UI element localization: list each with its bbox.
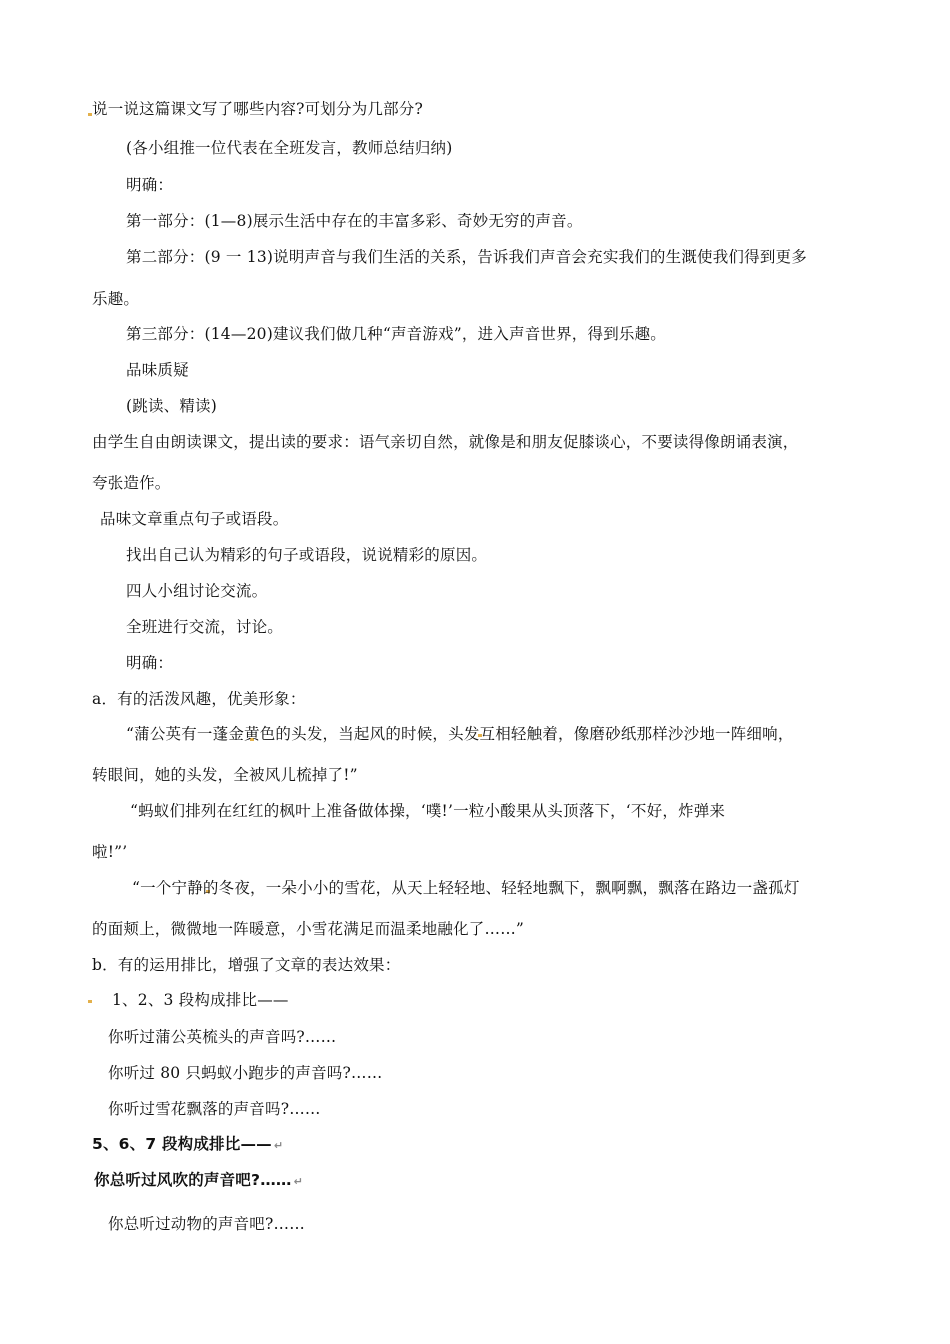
list-item: 你听过蒲公英梳头的声音吗?…… — [108, 1028, 337, 1046]
list-heading-bold — [92, 1134, 283, 1156]
quote-line: 的面颊上，微微地一阵暖意，小雪花满足而温柔地融化了……” — [92, 920, 525, 938]
list-item-bold — [94, 1170, 303, 1192]
paragraph-line: 第二部分：(9 一 13)说明声音与我们生活的关系，告诉我们声音会充实我们的生溉使我们得到更多 — [126, 248, 807, 266]
margin-mark — [88, 1000, 92, 1003]
question-line: 说一说这篇课文写了哪些内容?可划分为几部分? — [92, 100, 424, 118]
quote-line: “蒲公英有一蓬金黄色的头发，当起风的时候，头发互相轻触着，像磨砂纸那样沙沙地一阵细响， — [126, 725, 794, 743]
paragraph-mark-icon: ↵ — [293, 1175, 304, 1188]
quote-line: “蚂蚁们排列在红红的枫叶上准备做体操，‘噗!’一粒小酸果从头顶落下，‘不好，炸弹来 — [130, 802, 726, 820]
paragraph-line: 乐趣。 — [92, 290, 140, 308]
paragraph-line: (跳读、精读) — [126, 397, 217, 415]
paragraph-line: 夸张造作。 — [92, 474, 171, 492]
list-item-text: 你总听过风吹的声音吧?…… — [94, 1171, 292, 1189]
paragraph-line: 找出自己认为精彩的句子或语段，说说精彩的原因。 — [126, 546, 488, 564]
list-item: 你总听过动物的声音吧?…… — [108, 1215, 305, 1233]
section-heading: 品味质疑 — [126, 361, 189, 379]
paragraph-line: 第三部分：(14—20)建议我们做几种“声音游戏”，进入声音世界，得到乐趣。 — [126, 325, 666, 343]
paragraph-line: 由学生自由朗读课文，提出读的要求：语气亲切自然，就像是和朋友促膝谈心，不要读得像朗诵表演， — [92, 433, 799, 451]
paragraph-line: 明确： — [126, 654, 174, 672]
paragraph-line: 全班进行交流，讨论。 — [126, 618, 284, 636]
quote-line: 转眼间，她的头发，全被风儿梳掉了!” — [92, 766, 358, 784]
list-heading-text: 5、6、7 段构成排比—— — [92, 1135, 272, 1153]
list-item: 你听过 80 只蚂蚁小跑步的声音吗?…… — [108, 1064, 383, 1082]
paragraph-line: a．有的活泼风趣，优美形象： — [92, 690, 306, 708]
quote-line: “一个宁静的冬夜，一朵小小的雪花，从天上轻轻地、轻轻地飘下，飘啊飘，飘落在路边一盏孤灯 — [132, 879, 800, 897]
paragraph-line: 品味文章重点句子或语段。 — [100, 510, 289, 528]
paragraph-line: 第一部分：(1—8)展示生活中存在的丰富多彩、奇妙无穷的声音。 — [126, 212, 583, 230]
quote-line: 啦!”’ — [92, 843, 128, 861]
list-item: 你听过雪花飘落的声音吗?…… — [108, 1100, 321, 1118]
paragraph-line: 四人小组讨论交流。 — [126, 582, 268, 600]
paragraph-line: 明确： — [126, 176, 174, 194]
paragraph-line: b．有的运用排比，增强了文章的表达效果： — [92, 956, 401, 974]
paragraph-line: (各小组推一位代表在全班发言，教师总结归纳) — [126, 139, 453, 157]
paragraph-mark-icon: ↵ — [273, 1139, 284, 1152]
list-heading: 1、2、3 段构成排比—— — [112, 991, 289, 1009]
